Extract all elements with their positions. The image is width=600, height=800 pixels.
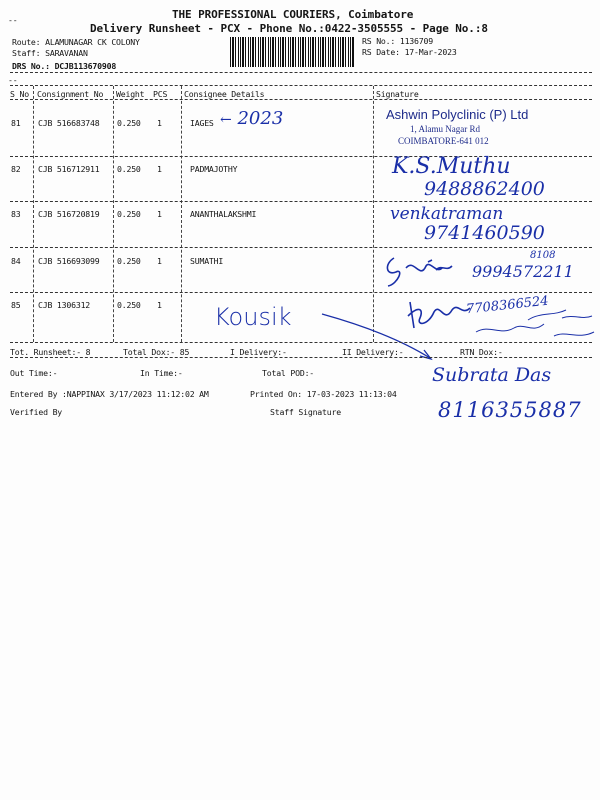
out-time: Out Time:- <box>10 368 58 378</box>
row-sno: 84 <box>11 256 21 266</box>
column-header-signature: Signature <box>376 89 419 99</box>
total-dox: Total Dox:- 85 <box>123 347 190 357</box>
i-delivery: I Delivery:- <box>230 347 287 357</box>
row-sno: 83 <box>11 209 21 219</box>
drs-number: DRS No.: DCJB113670908 <box>12 61 117 71</box>
divider <box>10 99 592 100</box>
row-divider <box>10 292 592 293</box>
handwritten-receiver-phone: 9741460590 <box>424 222 545 244</box>
handwritten-receiver-phone: 7708366524 <box>465 293 550 318</box>
printed-on: Printed On: 17-03-2023 11:13:04 <box>250 389 397 399</box>
handwritten-receiver-name: K.S.Muthu <box>392 154 511 179</box>
row-consignment: CJB 516712911 <box>38 164 100 174</box>
column-header-consignment: Consignment No <box>37 89 104 99</box>
rs-date: RS Date: 17-Mar-2023 <box>362 47 457 57</box>
handwritten-receiver-name: Kousik <box>214 303 292 331</box>
stamp-line2: 1, Alamu Nagar Rd <box>410 124 480 134</box>
column-divider <box>113 86 114 342</box>
row-sno: 82 <box>11 164 21 174</box>
row-pcs: 1 <box>157 256 162 266</box>
handwritten-year-text: 2023 <box>237 108 284 129</box>
row-divider <box>10 201 592 202</box>
row-weight: 0.250 <box>117 118 141 128</box>
stamp-line1: Ashwin Polyclinic (P) Ltd <box>386 107 529 122</box>
handwritten-note: 8108 <box>530 250 556 261</box>
handwritten-signature <box>380 250 460 290</box>
handwritten-staff-name: Subrata Das <box>432 364 552 386</box>
handwritten-scribble <box>470 306 598 352</box>
handwritten-receiver-phone: 9994572211 <box>472 262 574 281</box>
column-header-consignee: Consignee Details <box>184 89 265 99</box>
staff-label: Staff: SARAVANAN <box>12 48 88 58</box>
row-consignee: SUMATHI <box>190 256 224 266</box>
in-time: In Time:- <box>140 368 183 378</box>
row-weight: 0.250 <box>117 300 141 310</box>
column-divider <box>33 86 34 342</box>
column-divider <box>373 86 374 342</box>
column-header-sno: S No <box>10 89 29 99</box>
runsheet-subtitle: Delivery Runsheet - PCX - Phone No.:0422-3505555 - Page No.:8 <box>90 22 488 35</box>
row-consignment: CJB 516683748 <box>38 118 100 128</box>
route-label: Route: ALAMUNAGAR CK COLONY <box>12 37 140 47</box>
row-weight: 0.250 <box>117 209 141 219</box>
row-consignee: IAGES <box>190 118 214 128</box>
staff-signature-label: Staff Signature <box>270 407 341 417</box>
row-weight: 0.250 <box>117 256 141 266</box>
entered-by: Entered By :NAPPINAX 3/17/2023 11:12:02 AM <box>10 389 209 399</box>
divider <box>10 357 592 358</box>
column-header-weight: Weight <box>116 89 145 99</box>
rs-number: RS No.: 1136709 <box>362 36 433 46</box>
company-title: THE PROFESSIONAL COURIERS, Coimbatore <box>172 8 414 21</box>
row-divider <box>10 247 592 248</box>
column-header-pcs: PCS <box>153 89 168 99</box>
total-runsheet: Tot. Runsheet:- 8 <box>10 347 91 357</box>
handwritten-staff-phone: 8116355887 <box>438 398 582 422</box>
barcode <box>230 37 355 67</box>
row-consignee: ANANTHALAKSHMI <box>190 209 257 219</box>
rtn-dox: RTN Dox:- <box>460 347 503 357</box>
handwritten-receiver-name: venkatraman <box>390 204 504 224</box>
verified-by: Verified By <box>10 407 63 417</box>
divider <box>10 72 592 73</box>
row-consignee: PADMAJOTHY <box>190 164 238 174</box>
row-pcs: 1 <box>157 118 162 128</box>
handwritten-receiver-phone: 9488862400 <box>424 178 545 200</box>
row-sno: 85 <box>11 300 21 310</box>
corner-marks: -- <box>8 75 18 85</box>
divider <box>10 85 592 86</box>
row-consignment: CJB 1306312 <box>38 300 91 310</box>
divider <box>10 342 592 343</box>
row-pcs: 1 <box>157 164 162 174</box>
corner-marks: -- <box>8 15 18 25</box>
handwritten-year: ← 2023 <box>220 108 284 129</box>
total-pod: Total POD:- <box>262 368 315 378</box>
stamp-line3: COIMBATORE-641 012 <box>398 136 489 146</box>
row-sno: 81 <box>11 118 21 128</box>
ii-delivery: II Delivery:- <box>342 347 404 357</box>
row-weight: 0.250 <box>117 164 141 174</box>
row-pcs: 1 <box>157 209 162 219</box>
row-pcs: 1 <box>157 300 162 310</box>
column-divider <box>181 86 182 342</box>
row-consignment: CJB 516693099 <box>38 256 100 266</box>
row-consignment: CJB 516720819 <box>38 209 100 219</box>
